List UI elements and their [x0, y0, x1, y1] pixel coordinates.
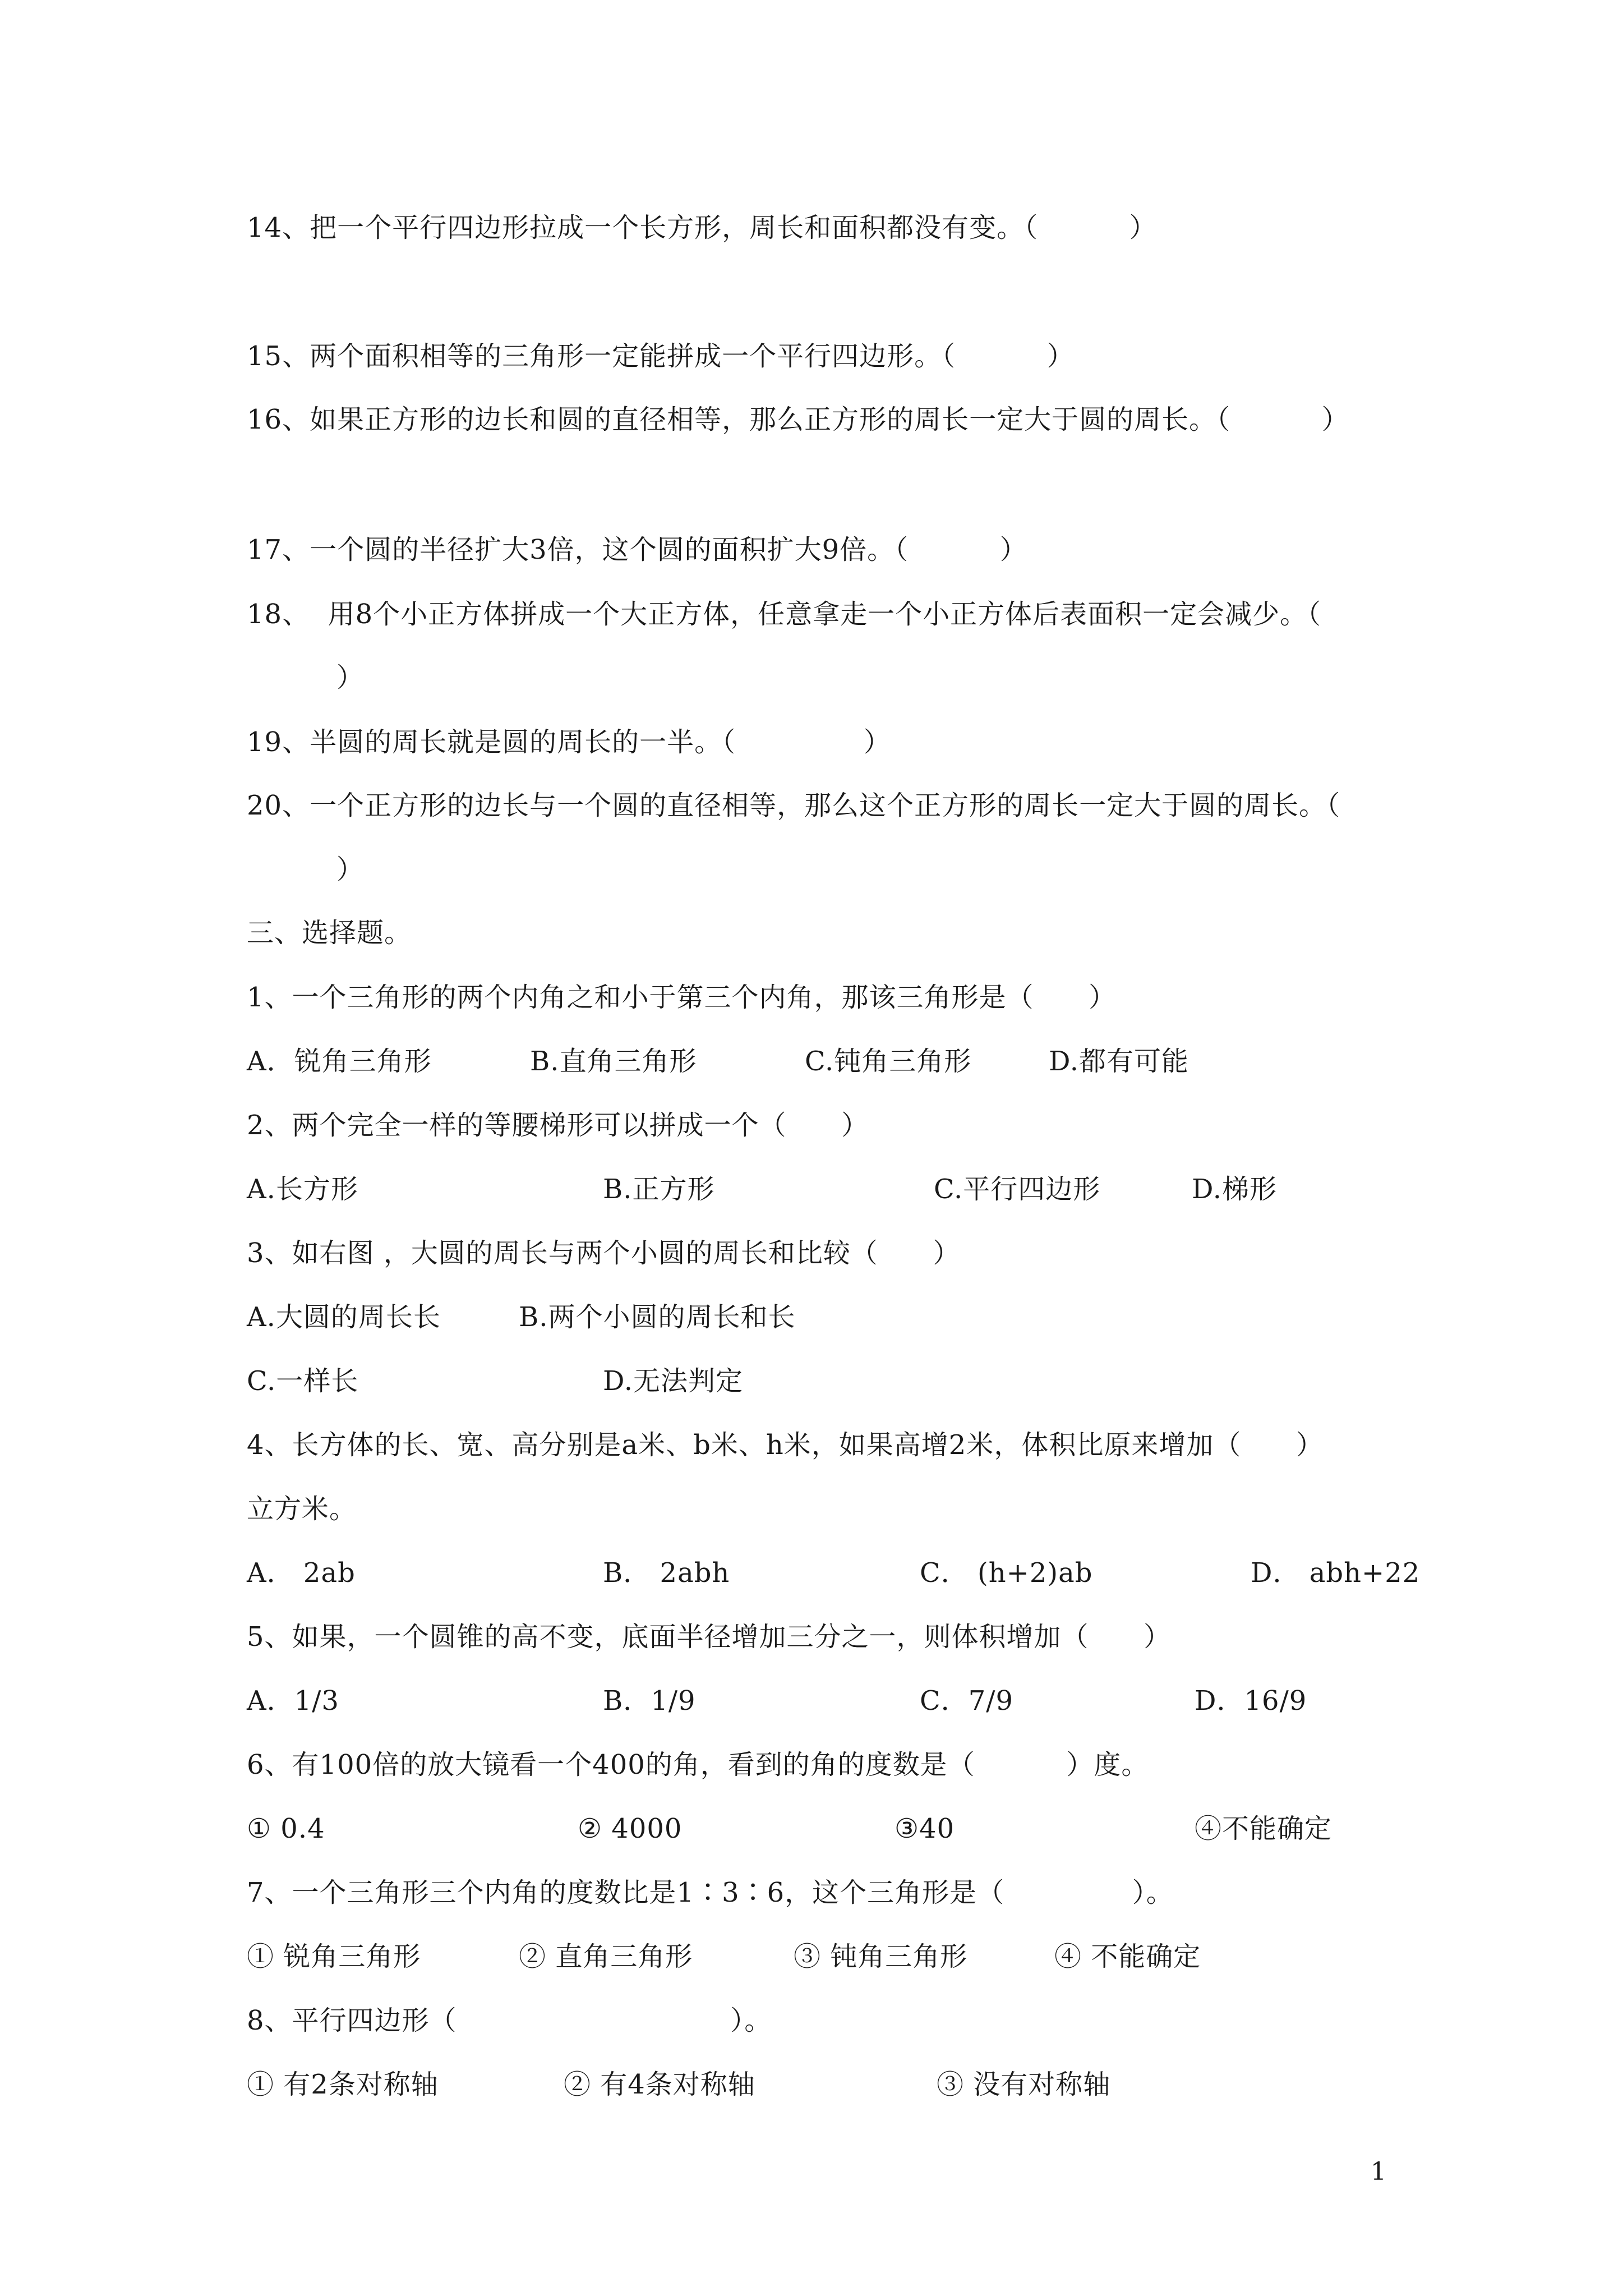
- q7-option-4: ④ 不能确定: [1054, 1941, 1201, 1972]
- q3-option-a: A.大圆的周长长: [247, 1301, 441, 1333]
- tf-question-20-end: ）: [336, 854, 365, 885]
- section-title: 三、选择题。: [247, 917, 412, 949]
- choice-question-4: 4、长方体的长、宽、高分别是a米、b米、h米，如果高增2米，体积比原来增加（ ）: [247, 1429, 1324, 1461]
- q3-option-b: B.两个小圆的周长和长: [519, 1301, 796, 1333]
- choice-question-7: 7、一个三角形三个内角的度数比是1∶3∶6，这个三角形是（ ）。: [247, 1877, 1174, 1908]
- choice-question-6: 6、有100倍的放大镜看一个400的角，看到的角的度数是（ ）度。: [247, 1749, 1149, 1780]
- choice-question-3: 3、如右图 ，大圆的周长与两个小圆的周长和比较（ ）: [247, 1237, 961, 1269]
- q5-option-c: C．7/9: [920, 1685, 1013, 1717]
- q2-option-b: B.正方形: [603, 1174, 715, 1205]
- q7-option-2: ② 直角三角形: [519, 1941, 693, 1972]
- q4-option-a: A． 2ab: [247, 1557, 356, 1589]
- q6-option-1: ① 0.4: [247, 1813, 325, 1844]
- q3-option-c: C.一样长: [247, 1365, 359, 1397]
- q5-option-d: D．16/9: [1195, 1685, 1307, 1717]
- choice-question-2: 2、两个完全一样的等腰梯形可以拼成一个（ ）: [247, 1110, 869, 1141]
- q1-option-b: B.直角三角形: [530, 1046, 697, 1077]
- q2-option-c: C.平行四边形: [934, 1174, 1101, 1205]
- tf-question-19: 19、半圆的周长就是圆的周长的一半。（ ）: [247, 726, 891, 758]
- tf-question-16: 16、如果正方形的边长和圆的直径相等，那么正方形的周长一定大于圆的周长。（ ）: [247, 404, 1349, 435]
- q6-option-2: ② 4000: [578, 1813, 683, 1844]
- q5-option-b: B．1/9: [603, 1685, 696, 1717]
- q7-option-3: ③ 钝角三角形: [794, 1941, 968, 1972]
- q8-option-1: ① 有2条对称轴: [247, 2069, 439, 2100]
- tf-question-14: 14、把一个平行四边形拉成一个长方形，周长和面积都没有变。（ ）: [247, 212, 1157, 243]
- tf-question-18: 18、 用8个小正方体拼成一个大正方体，任意拿走一个小正方体后表面积一定会减少。（: [247, 599, 1322, 630]
- q8-option-2: ② 有4条对称轴: [564, 2069, 755, 2100]
- q6-option-3: ③40: [895, 1813, 955, 1844]
- q7-option-1: ① 锐角三角形: [247, 1941, 421, 1972]
- q1-option-c: C.钝角三角形: [805, 1046, 972, 1077]
- q4-option-d: D． abh+22: [1251, 1557, 1421, 1589]
- q4-option-c: C． (h+2)ab: [920, 1557, 1093, 1589]
- tf-question-15: 15、两个面积相等的三角形一定能拼成一个平行四边形。（ ）: [247, 341, 1075, 372]
- tf-question-17: 17、一个圆的半径扩大3倍，这个圆的面积扩大9倍。（ ）: [247, 534, 1027, 565]
- tf-question-18-end: ）: [336, 662, 365, 693]
- q3-option-d: D.无法判定: [603, 1365, 744, 1397]
- choice-question-8: 8、平行四边形（ ）。: [247, 2005, 772, 2036]
- page-number: 1: [1371, 2157, 1386, 2186]
- q2-option-a: A.长方形: [247, 1174, 358, 1205]
- choice-question-1: 1、一个三角形的两个内角之和小于第三个内角，那该三角形是（ ）: [247, 982, 1117, 1013]
- choice-question-4-cont: 立方米。: [247, 1493, 357, 1525]
- q8-option-3: ③ 没有对称轴: [937, 2069, 1111, 2100]
- q6-option-4: ④不能确定: [1195, 1813, 1332, 1844]
- q4-option-b: B． 2abh: [603, 1557, 730, 1589]
- q5-option-a: A．1/3: [247, 1685, 339, 1717]
- q2-option-d: D.梯形: [1192, 1174, 1278, 1205]
- q1-option-d: D.都有可能: [1049, 1046, 1189, 1077]
- choice-question-5: 5、如果，一个圆锥的高不变，底面半径增加三分之一，则体积增加（ ）: [247, 1621, 1172, 1653]
- q1-option-a: A．锐角三角形: [247, 1046, 432, 1077]
- tf-question-20: 20、一个正方形的边长与一个圆的直径相等，那么这个正方形的周长一定大于圆的周长。（: [247, 790, 1341, 821]
